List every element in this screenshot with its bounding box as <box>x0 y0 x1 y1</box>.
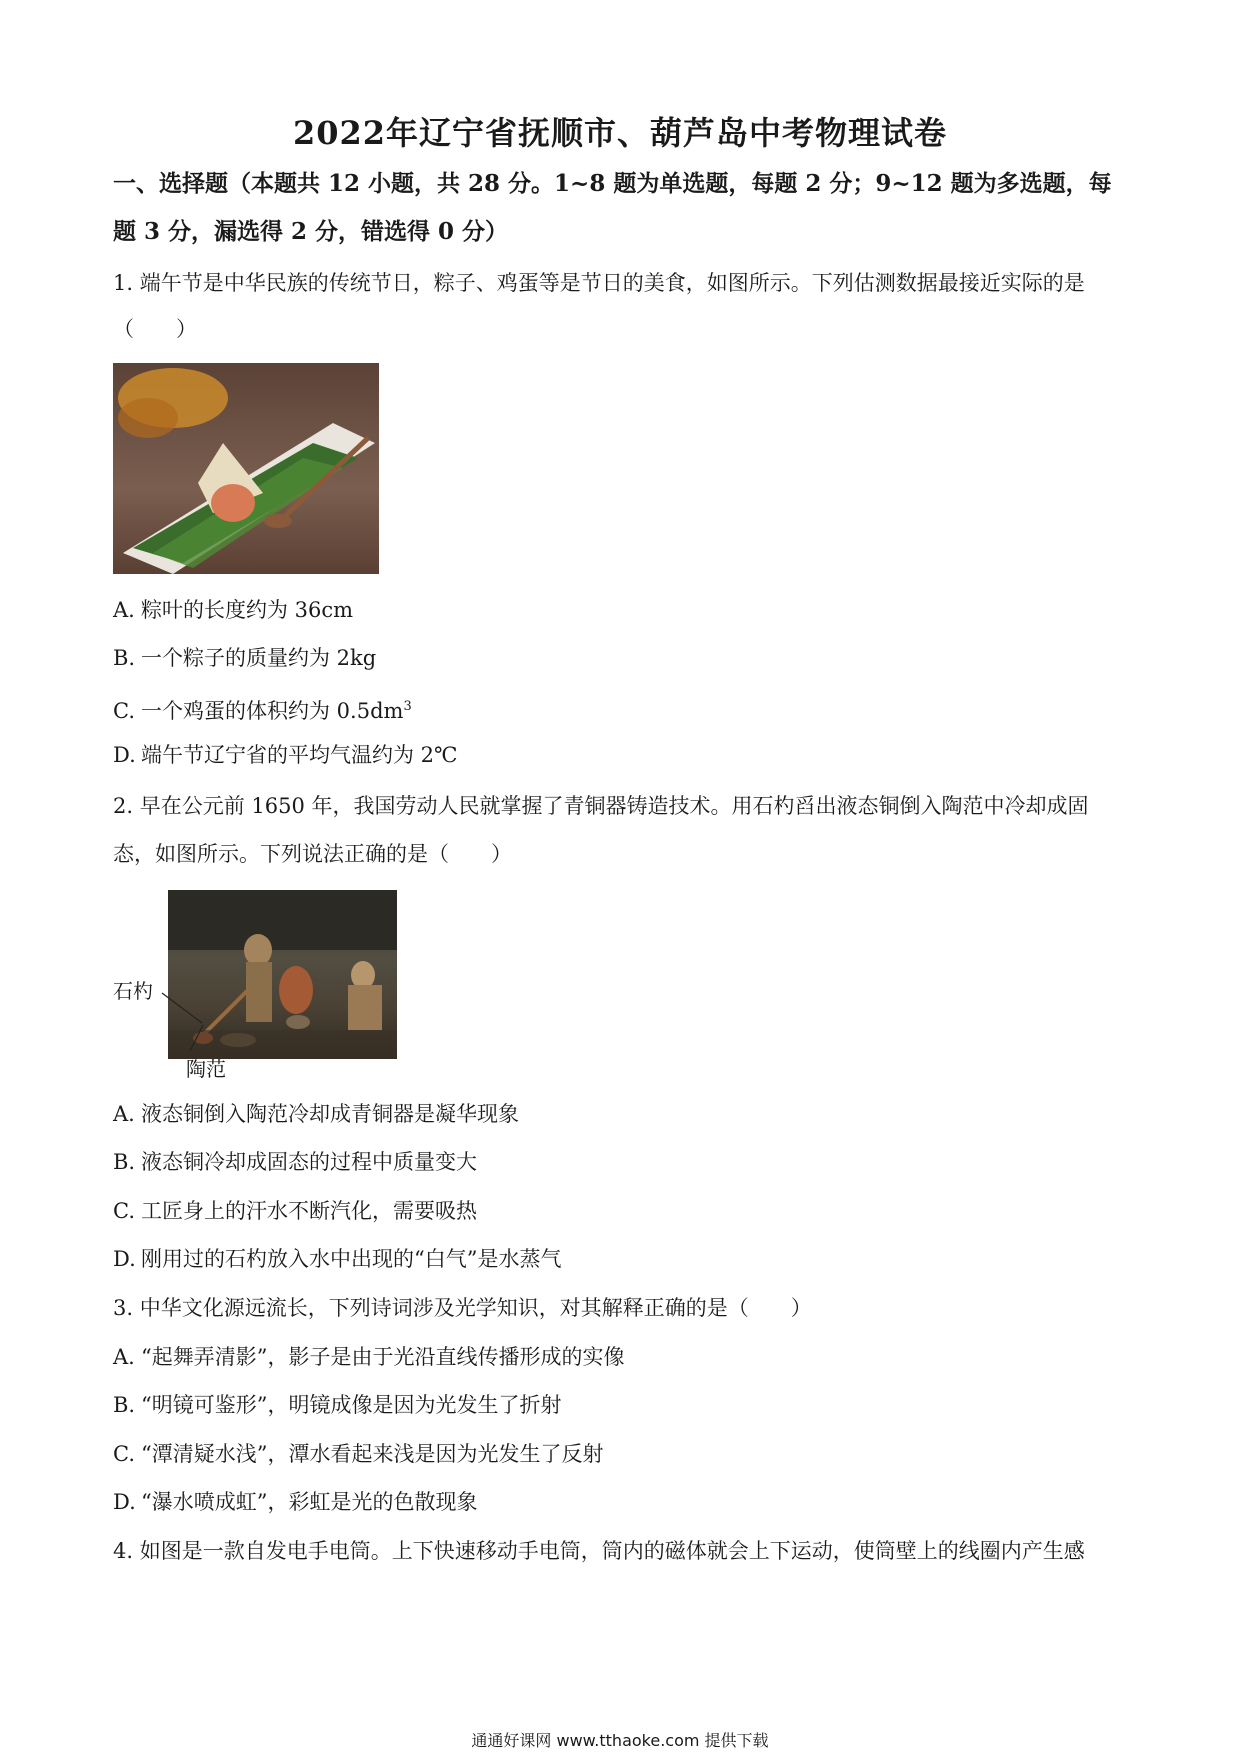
question-1-option-b: B. 一个粽子的质量约为 2kg <box>113 646 377 670</box>
question-3-option-c: C. “潭清疑水浅”，潭水看起来浅是因为光发生了反射 <box>113 1442 604 1466</box>
question-2-option-b: B. 液态铜冷却成固态的过程中质量变大 <box>113 1150 477 1174</box>
section-heading-line-2: 题 3 分，漏选得 2 分，错选得 0 分） <box>113 218 509 245</box>
question-2-option-c: C. 工匠身上的汗水不断汽化，需要吸热 <box>113 1199 477 1223</box>
question-1-option-c: C. 一个鸡蛋的体积约为 $0.5dm^3$ <box>113 699 412 723</box>
zongzi-photo <box>113 363 379 574</box>
question-1-stem: 1. 端午节是中华民族的传统节日，粽子、鸡蛋等是节日的美食，如图所示。下列估测数据最接近实际的是 <box>113 271 1085 295</box>
section-heading-line-1: 一、选择题（本题共 12 小题，共 28 分。1~8 题为单选题，每题 2 分；9~12 题为多选题，每 <box>113 170 1112 197</box>
question-2-stem-cont: 态，如图所示。下列说法正确的是（ ） <box>113 842 512 866</box>
question-4-stem: 4. 如图是一款自发电手电筒。上下快速移动手电筒，筒内的磁体就会上下运动，使筒壁上的线圈内产生感 <box>113 1539 1085 1563</box>
question-2-stem: 2. 早在公元前 1650 年，我国劳动人民就掌握了青铜器铸造技术。用石杓舀出液态铜倒入陶范中冷却成固 <box>113 794 1089 818</box>
page-title: 2022年辽宁省抚顺市、葫芦岛中考物理试卷 <box>292 114 948 152</box>
question-2-option-a: A. 液态铜倒入陶范冷却成青铜器是凝华现象 <box>113 1102 519 1126</box>
figure-label-stone-ladle: 石杓 <box>113 979 153 1003</box>
question-3-stem: 3. 中华文化源远流长，下列诗词涉及光学知识，对其解释正确的是（ ） <box>113 1296 812 1320</box>
question-3-option-a: A. “起舞弄清影”，影子是由于光沿直线传播形成的实像 <box>113 1345 625 1369</box>
footer-watermark: 通通好课网 www.tthaoke.com 提供下载 <box>471 1731 769 1750</box>
question-1-option-d: D. 端午节辽宁省的平均气温约为 2℃ <box>113 743 458 767</box>
figure-leader-lines <box>160 985 220 1055</box>
question-1-option-a: A. 粽叶的长度约为 36cm <box>113 598 354 622</box>
question-2-option-d: D. 刚用过的石杓放入水中出现的“白气”是水蒸气 <box>113 1247 562 1271</box>
question-3-option-b: B. “明镜可鉴形”，明镜成像是因为光发生了折射 <box>113 1393 562 1417</box>
question-3-option-d: D. “瀑水喷成虹”，彩虹是光的色散现象 <box>113 1490 478 1514</box>
question-1-stem-cont: （ ） <box>113 317 197 341</box>
figure-label-clay-mold: 陶范 <box>186 1057 226 1081</box>
